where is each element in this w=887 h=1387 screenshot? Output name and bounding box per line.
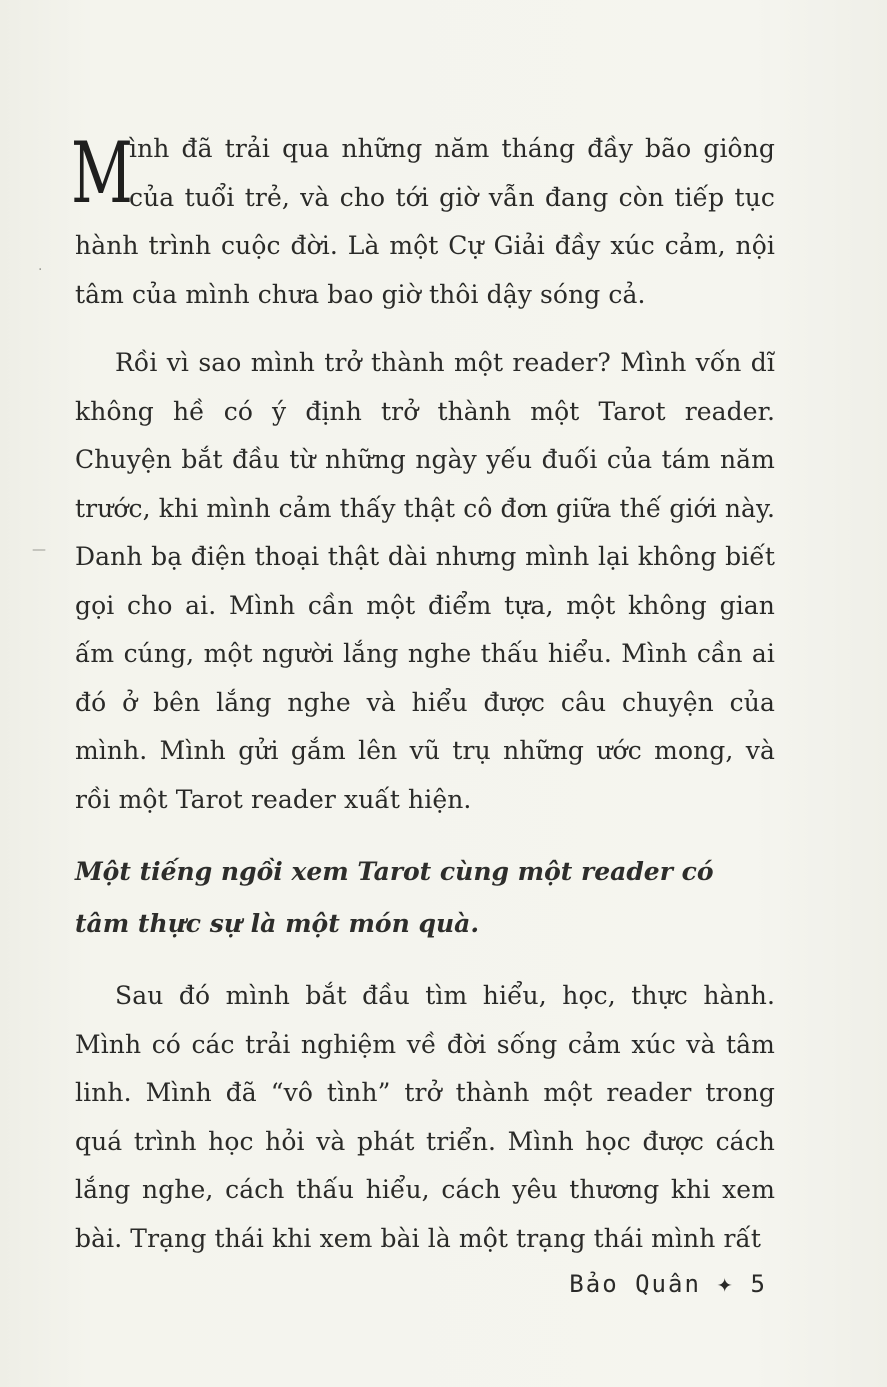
margin-dash-mark: — (32, 542, 46, 558)
body-text (71, 124, 776, 1263)
drop-cap: M (71, 124, 134, 222)
paragraph-3: Sau đó mình bắt đầu tìm hiểu, học, thực hành. Mình có các trải nghiệm về đời sống cảm xúc và tâm linh. Mình đã “vô tình” trở thành một reader trong quá trình học hỏi và phát triển. Mình học được cách lắng nghe, cách thấu hiểu, cách yêu thương khi xem bài. Trạng thái khi xem bài là một trạng thái mình rất (75, 981, 775, 1253)
paragraph-1 (71, 124, 775, 319)
four-point-star-icon: ✦ (716, 1269, 735, 1299)
page-footer (569, 1270, 767, 1298)
paragraph-2: Rồi vì sao mình trở thành một reader? Mình vốn dĩ không hề có ý định trở thành một Tarot reader. Chuyện bắt đầu từ những ngày yếu đuối của tám năm trước, khi mình cảm thấy thật cô đơn giữa thế giới này. Danh bạ điện thoại thật dài nhưng mình lại không biết gọi cho ai. Mình cần một điểm tựa, một không gian ấm cúng, một người lắng nghe thấu hiểu. Mình cần ai đó ở bên lắng nghe và hiểu được câu chuyện của mình. Mình gửi gắm lên vũ trụ những ước mong, và rồi một Tarot reader xuất hiện. (75, 348, 776, 814)
paragraph-1-text: ình đã trải qua những năm tháng đầy bão giông của tuổi trẻ, và cho tới giờ vẫn đang còn tiếp tục hành trình cuộc đời. Là một Cự Giải đầy xúc cảm, nội tâm của mình chưa bao giờ thôi dậy sóng cả. (75, 134, 775, 309)
page-number: 5 (750, 1270, 767, 1298)
author-name: Bảo Quân (569, 1270, 701, 1298)
margin-tick-mark: · (38, 262, 43, 278)
highlight-quote: Một tiếng ngồi xem Tarot cùng một reader có tâm thực sự là một món quà. (75, 857, 714, 938)
